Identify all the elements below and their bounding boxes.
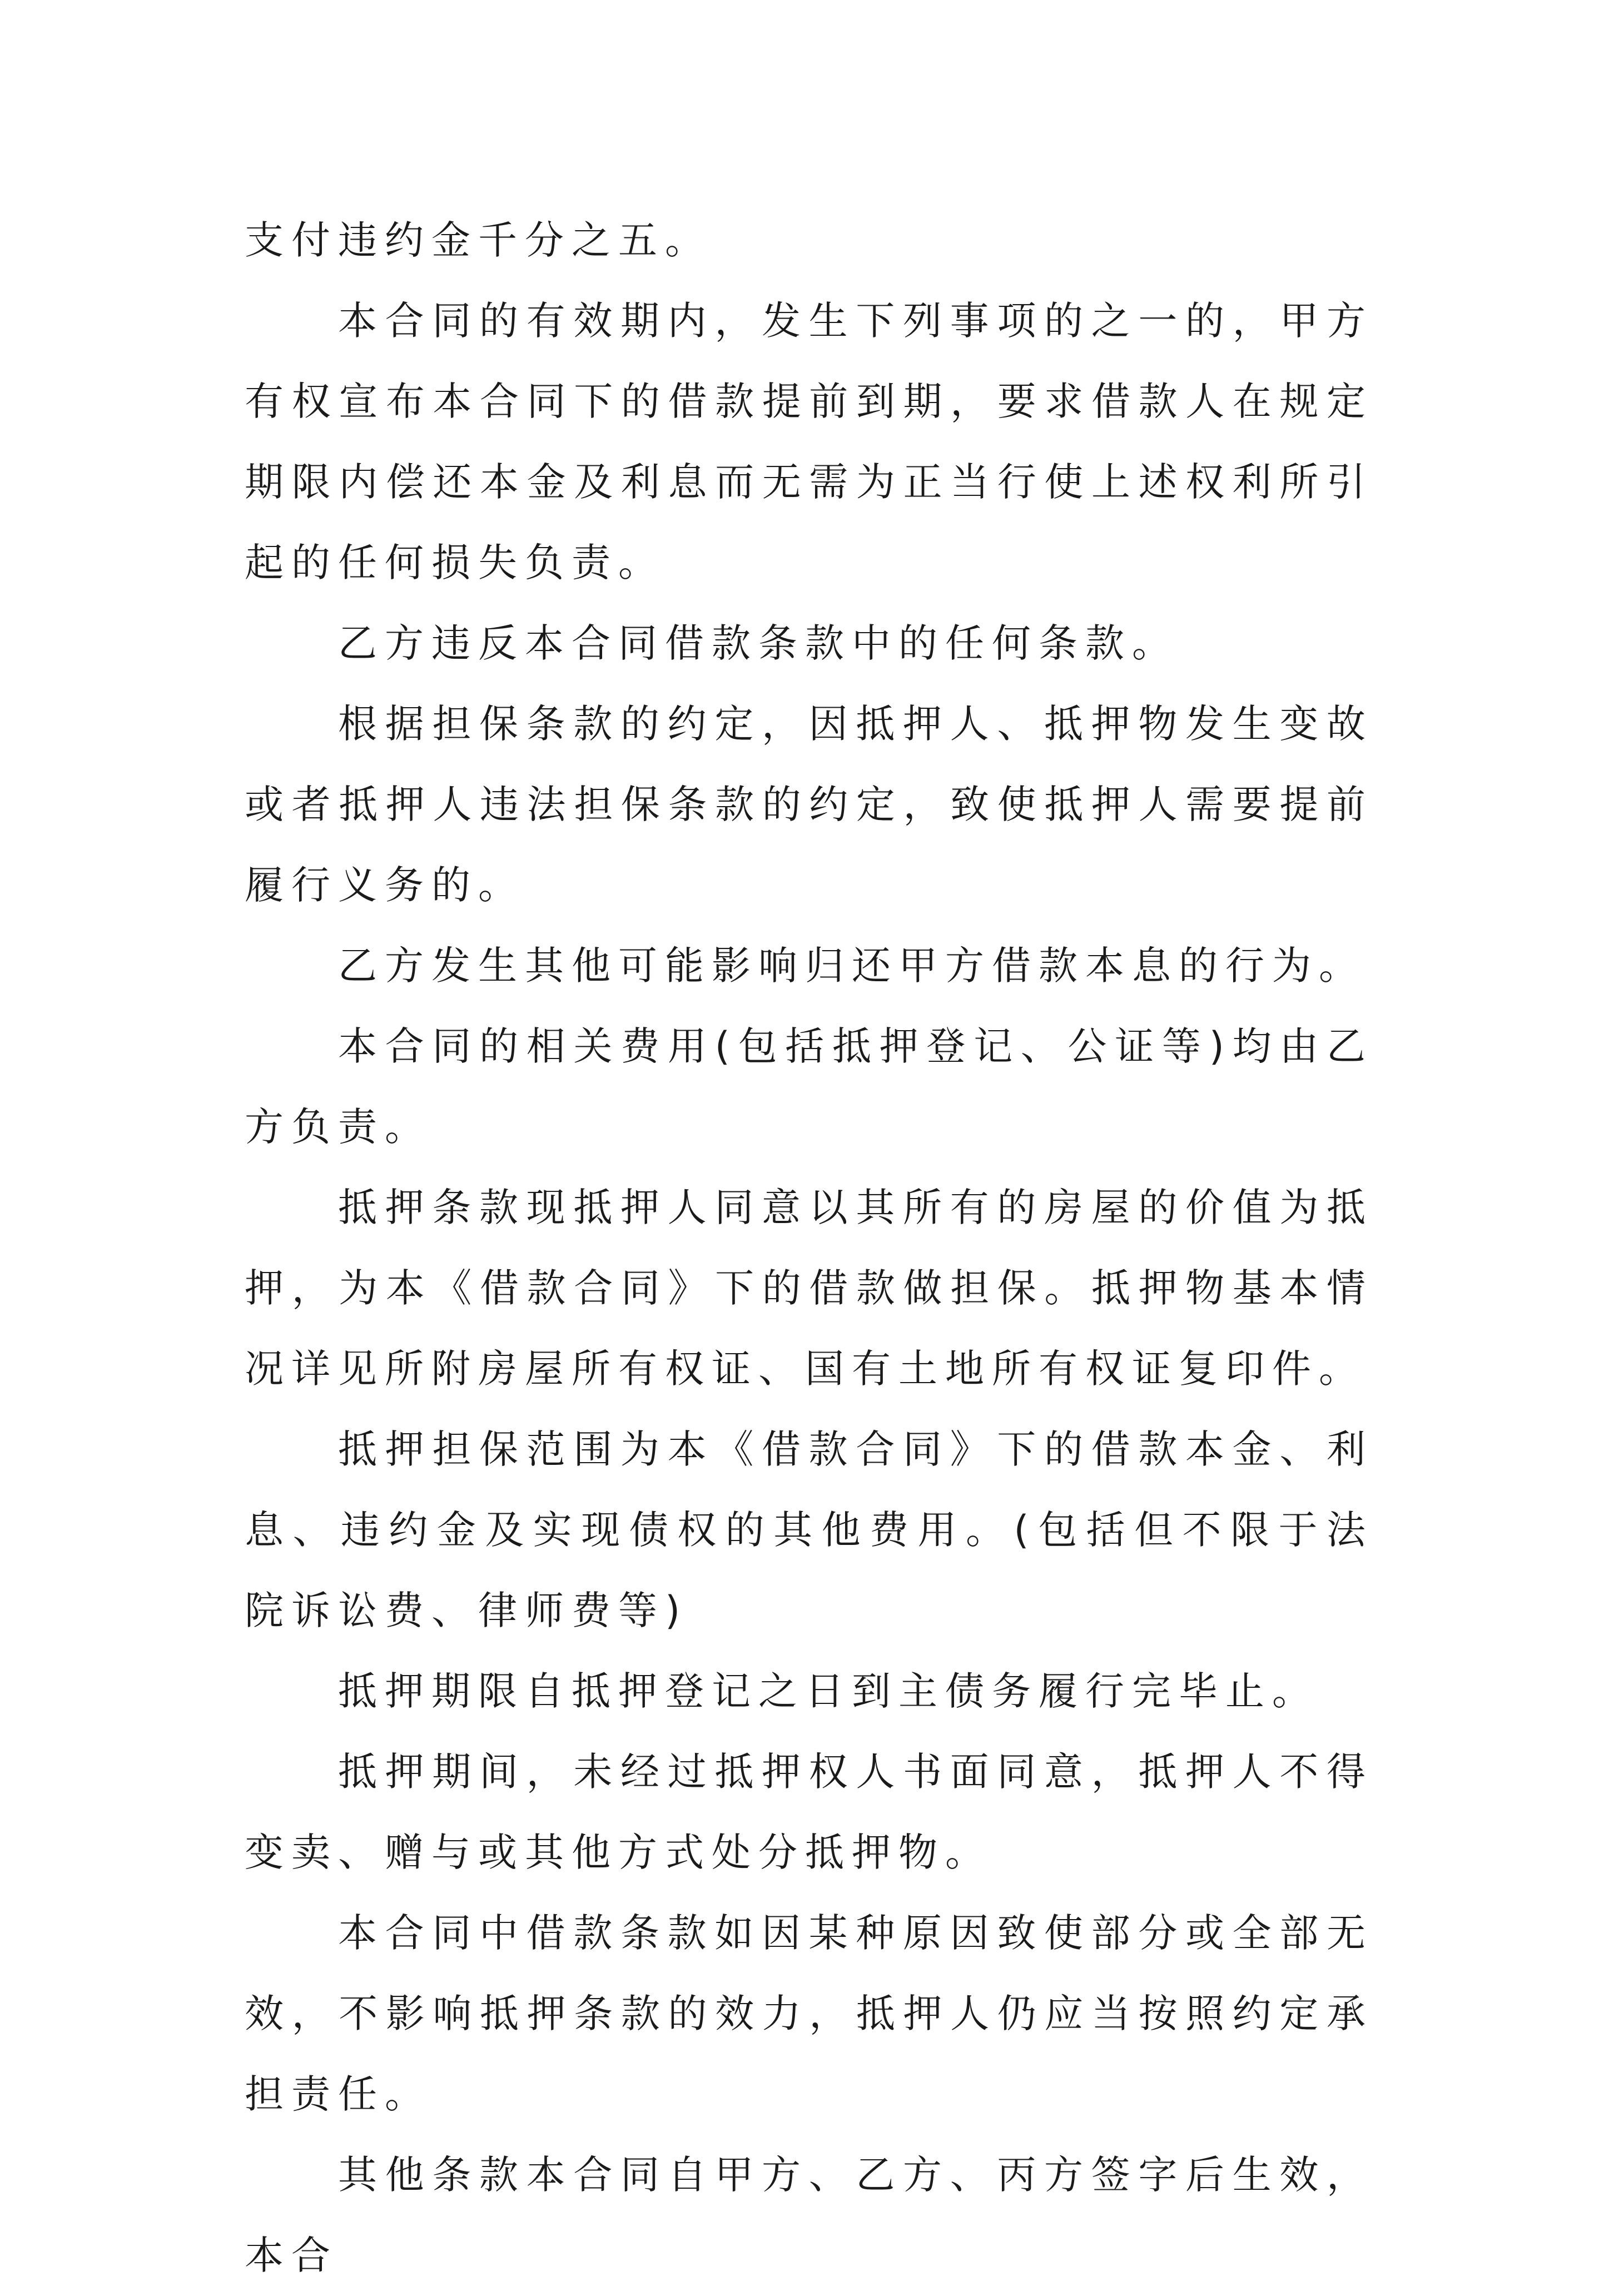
document-body	[245, 200, 1373, 2296]
paragraph-8: 抵押担保范围为本《借款合同》下的借款本金、利息、违约金及实现债权的其他费用。(包括但不限于法院诉讼费、律师费等)	[245, 1427, 1373, 1633]
paragraph-4: 根据担保条款的约定，因抵押人、抵押物发生变故或者抵押人违法担保条款的约定，致使抵押人需要提前履行义务的。	[245, 701, 1373, 908]
paragraph-5: 乙方发生其他可能影响归还甲方借款本息的行为。	[338, 943, 1365, 988]
paragraph-2: 本合同的有效期内，发生下列事项的之一的，甲方有权宣布本合同下的借款提前到期，要求借款人在规定期限内偿还本金及利息而无需为正当行使上述权利所引起的任何损失负责。	[245, 298, 1373, 585]
paragraph-9: 抵押期限自抵押登记之日到主债务履行完毕止。	[338, 1668, 1319, 1714]
paragraph-7: 抵押条款现抵押人同意以其所有的房屋的价值为抵押，为本《借款合同》下的借款做担保。抵押物基本情况详见所附房屋所有权证、国有土地所有权证复印件。	[245, 1185, 1373, 1391]
paragraph-10: 抵押期间，未经过抵押权人书面同意，抵押人不得变卖、赠与或其他方式处分抵押物。	[245, 1749, 1373, 1875]
paragraph-3: 乙方违反本合同借款条款中的任何条款。	[338, 620, 1179, 666]
paragraph-11: 本合同中借款条款如因某种原因致使部分或全部无效，不影响抵押条款的效力，抵押人仍应当按照约定承担责任。	[245, 1910, 1373, 2117]
paragraph-1: 支付违约金千分之五。	[245, 217, 712, 263]
paragraph-6: 本合同的相关费用(包括抵押登记、公证等)均由乙方负责。	[245, 1023, 1373, 1150]
paragraph-12: 其他条款本合同自甲方、乙方、丙方签字后生效，本合	[245, 2152, 1373, 2278]
